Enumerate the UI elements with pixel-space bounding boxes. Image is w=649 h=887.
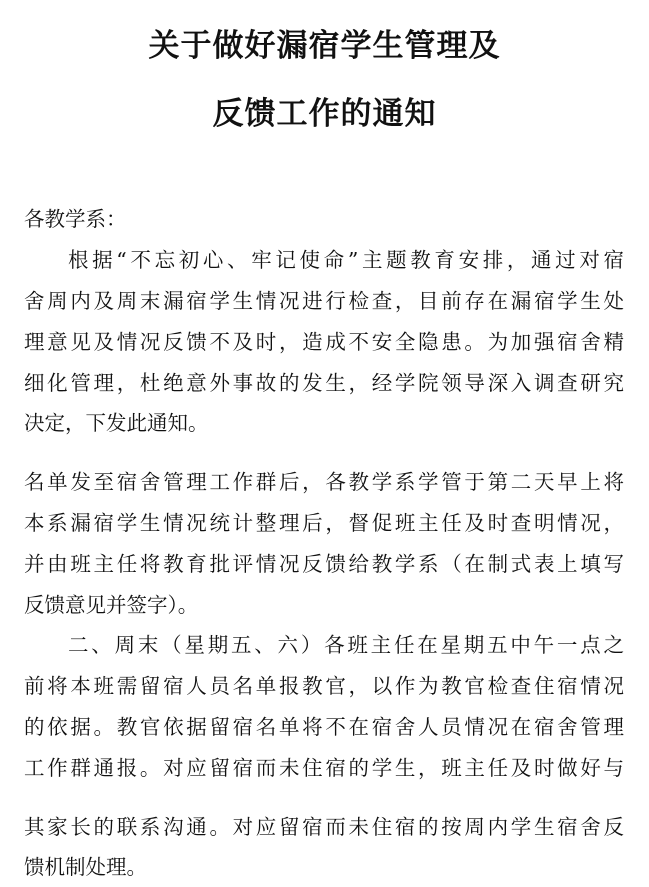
paragraph-1-line-2: 舍周内及周末漏宿学生情况进行检查，目前存在漏宿学生处 xyxy=(24,289,624,313)
paragraph-3-line-5: 其家长的联系沟通。对应留宿而未住宿的按周内学生宿舍反 xyxy=(24,815,624,839)
paragraph-1-line-3: 理意见及情况反馈不及时，造成不安全隐患。为加强宿舍精 xyxy=(24,330,624,354)
paragraph-3-line-4: 工作群通报。对应留宿而未住宿的学生，班主任及时做好与 xyxy=(24,756,624,780)
paragraph-2-line-3: 并由班主任将教育批评情况反馈给教学系（在制式表上填写 xyxy=(24,552,624,576)
document-title-line-1: 关于做好漏宿学生管理及 xyxy=(148,28,501,64)
paragraph-3-line-6: 馈机制处理。 xyxy=(24,855,147,879)
paragraph-1-line-1: 根据“不忘初心、牢记使命”主题教育安排，通过对宿 xyxy=(68,248,624,272)
paragraph-2-line-4: 反馈意见并签字）。 xyxy=(24,593,199,617)
document-title-line-2: 反馈工作的通知 xyxy=(212,96,437,132)
paragraph-3-line-2: 前将本班需留宿人员名单报教官，以作为教官检查住宿情况 xyxy=(24,674,624,698)
paragraph-3-line-1: 二、周末（星期五、六）各班主任在星期五中午一点之 xyxy=(68,633,624,657)
paragraph-3-line-3: 的依据。教官依据留宿名单将不在宿舍人员情况在宿舍管理 xyxy=(24,715,624,739)
paragraph-1-line-5: 决定，下发此通知。 xyxy=(24,411,209,435)
paragraph-2-line-2: 本系漏宿学生情况统计整理后，督促班主任及时查明情况， xyxy=(24,511,624,535)
paragraph-2-line-1: 名单发至宿舍管理工作群后，各教学系学管于第二天早上将 xyxy=(24,470,624,494)
paragraph-1-line-4: 细化管理，杜绝意外事故的发生，经学院领导深入调查研究 xyxy=(24,371,624,395)
salutation: 各教学系： xyxy=(24,207,127,231)
